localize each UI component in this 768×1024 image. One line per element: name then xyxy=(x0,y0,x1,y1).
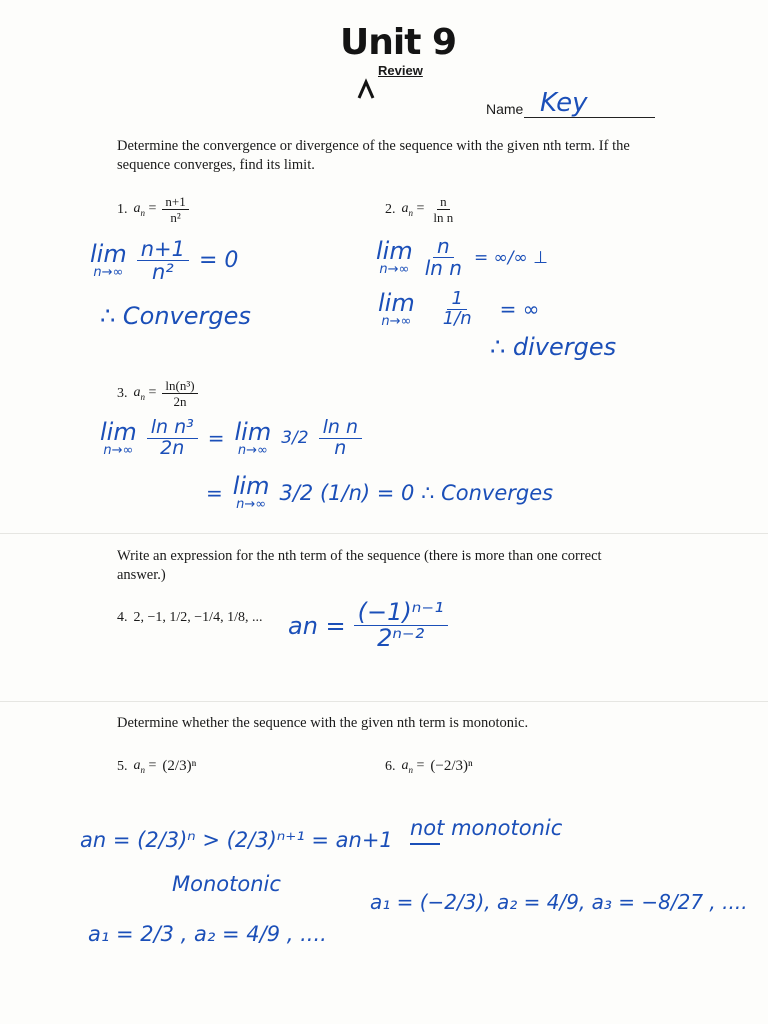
problem-6: 6. $a_n$ = (−2/3)ⁿ xyxy=(385,758,473,775)
problem-number: 6. xyxy=(385,758,396,774)
hand-result: = ∞ xyxy=(499,297,540,322)
hand-fraction xyxy=(137,238,189,283)
limit-expr xyxy=(376,239,413,276)
hand-result: = ∞/∞ ⊥ xyxy=(473,247,548,268)
hand-den: ln n xyxy=(424,256,462,280)
not-underline xyxy=(410,843,440,845)
sequence-terms: 2, −1, 1/2, −1/4, 1/8, ... xyxy=(133,610,263,625)
lim-under: n→∞ xyxy=(381,313,412,329)
answer-5-line2: Monotonic xyxy=(172,872,281,896)
section3-instruction: Determine whether the sequence with the given nth term is monotonic. xyxy=(117,715,529,731)
term-sub: n xyxy=(140,207,145,218)
problem-1: 1. $a_n$ = $\frac{n+1}{\text{n²}}$ xyxy=(117,194,189,225)
fraction-num: n+1 xyxy=(162,194,188,210)
hand-den: 2ⁿ⁻² xyxy=(377,624,425,653)
answer-2-limit xyxy=(376,236,548,279)
term-var: a xyxy=(401,758,409,774)
problem-expression: (2/3)ⁿ xyxy=(162,758,197,774)
hand-num: 1 xyxy=(447,290,466,310)
hand-den: n xyxy=(334,436,347,459)
scan-fold-line xyxy=(0,533,768,534)
hand-equals: = xyxy=(207,426,225,451)
unit-title: Unit 9 xyxy=(340,22,456,63)
term-sub: n xyxy=(408,207,413,218)
problem-fraction xyxy=(162,378,197,409)
fraction-den: 2n xyxy=(173,394,187,409)
lim-text: lim xyxy=(232,472,270,500)
problem-number: 4. xyxy=(117,610,128,625)
answer-3-limit xyxy=(100,418,362,459)
answer-5-line3: a₁ = 2/3 , a₂ = 4/9 , .... xyxy=(88,922,327,946)
hand-num: n+1 xyxy=(137,238,189,261)
hand-den: 2n xyxy=(160,436,185,459)
lim-under: n→∞ xyxy=(237,442,268,458)
term-sub: n xyxy=(140,391,145,402)
fraction-num: n xyxy=(437,194,450,210)
problem-4 xyxy=(117,610,262,626)
answer-6-line1: not monotonic xyxy=(410,816,563,840)
name-label: Name xyxy=(486,101,524,117)
lim-text: lim xyxy=(378,288,415,317)
hand-result: = 0 xyxy=(199,248,239,274)
section2-instruction: Write an expression for the nth term of the sequence (there is more than one correct answer.) xyxy=(117,548,602,583)
answer-1-conclusion: ∴ Converges xyxy=(100,302,251,330)
hand-fraction xyxy=(354,600,448,651)
answer-5-line1: an = (2/3)ⁿ > (2/3)ⁿ⁺¹ = an+1 xyxy=(80,828,393,852)
lim-under: n→∞ xyxy=(379,262,410,277)
limit-expr xyxy=(100,417,137,458)
term-var: a xyxy=(401,201,409,217)
hand-fraction xyxy=(439,290,476,329)
scan-fold-line xyxy=(0,701,768,702)
hand-equals: = xyxy=(206,480,223,505)
limit-expr xyxy=(233,474,270,511)
lim-text: lim xyxy=(376,237,413,265)
hand-result: 3/2 (1/n) = 0 ∴ Converges xyxy=(279,480,554,505)
hand-lhs: an = xyxy=(288,611,346,640)
hand-num: n xyxy=(433,236,454,258)
limit-expr xyxy=(234,417,272,458)
hand-den: 1/n xyxy=(442,307,472,329)
answer-4 xyxy=(288,600,448,651)
lim-under: n→∞ xyxy=(93,265,124,281)
problem-3: 3. $a_n$ = $\frac{\text{ln(n³)}}{2n}$ xyxy=(117,378,198,409)
hand-den: n² xyxy=(151,260,174,285)
name-value: Key xyxy=(540,88,588,118)
hand-coefficient: 3/2 xyxy=(281,428,309,449)
problem-5: 5. $a_n$ = (2/3)ⁿ xyxy=(117,758,197,775)
fraction-den: n² xyxy=(170,210,181,225)
limit-expr xyxy=(378,288,415,329)
term-var: a xyxy=(133,385,141,401)
hand-fraction xyxy=(319,418,362,459)
problem-number: 1. xyxy=(117,201,128,217)
fraction-den: ln n xyxy=(433,210,454,225)
term-var: a xyxy=(133,201,141,217)
hand-fraction xyxy=(421,236,466,279)
term-var: a xyxy=(133,758,141,774)
answer-2-conclusion: ∴ diverges xyxy=(490,333,617,361)
answer-2-lhopital xyxy=(378,290,539,329)
answer-1-limit xyxy=(90,238,238,283)
problem-number: 3. xyxy=(117,385,128,401)
answer-3-continued xyxy=(206,474,553,511)
problem-2: 2. $a_n$ = $\frac{n}{\text{ln n}}$ xyxy=(385,194,456,225)
review-label: Review xyxy=(378,63,423,78)
lim-under: n→∞ xyxy=(103,442,134,458)
hand-num: ln n xyxy=(319,418,362,439)
problem-fraction xyxy=(430,194,456,225)
term-sub: n xyxy=(408,764,413,775)
hand-num: (−1)ⁿ⁻¹ xyxy=(354,600,448,626)
answer-6-line2: a₁ = (−2/3), a₂ = 4/9, a₃ = −8/27 , .... xyxy=(370,890,748,914)
hand-num: ln n³ xyxy=(147,418,198,439)
problem-expression: (−2/3)ⁿ xyxy=(430,758,473,774)
lim-text: lim xyxy=(100,417,137,446)
lim-under: n→∞ xyxy=(236,497,267,512)
fraction-num: ln(n³) xyxy=(162,378,197,394)
lim-text: lim xyxy=(234,417,272,446)
problem-number: 2. xyxy=(385,201,396,217)
limit-expr xyxy=(90,242,127,279)
problem-number: 5. xyxy=(117,758,128,774)
caret-mark-icon xyxy=(356,76,376,100)
problem-fraction xyxy=(162,194,188,225)
hand-fraction xyxy=(147,418,198,459)
section1-instruction: Determine the convergence or divergence of the sequence with the given nth term. If the sequence converges, find its limit. xyxy=(117,138,630,173)
term-sub: n xyxy=(140,764,145,775)
lim-text: lim xyxy=(90,240,127,269)
